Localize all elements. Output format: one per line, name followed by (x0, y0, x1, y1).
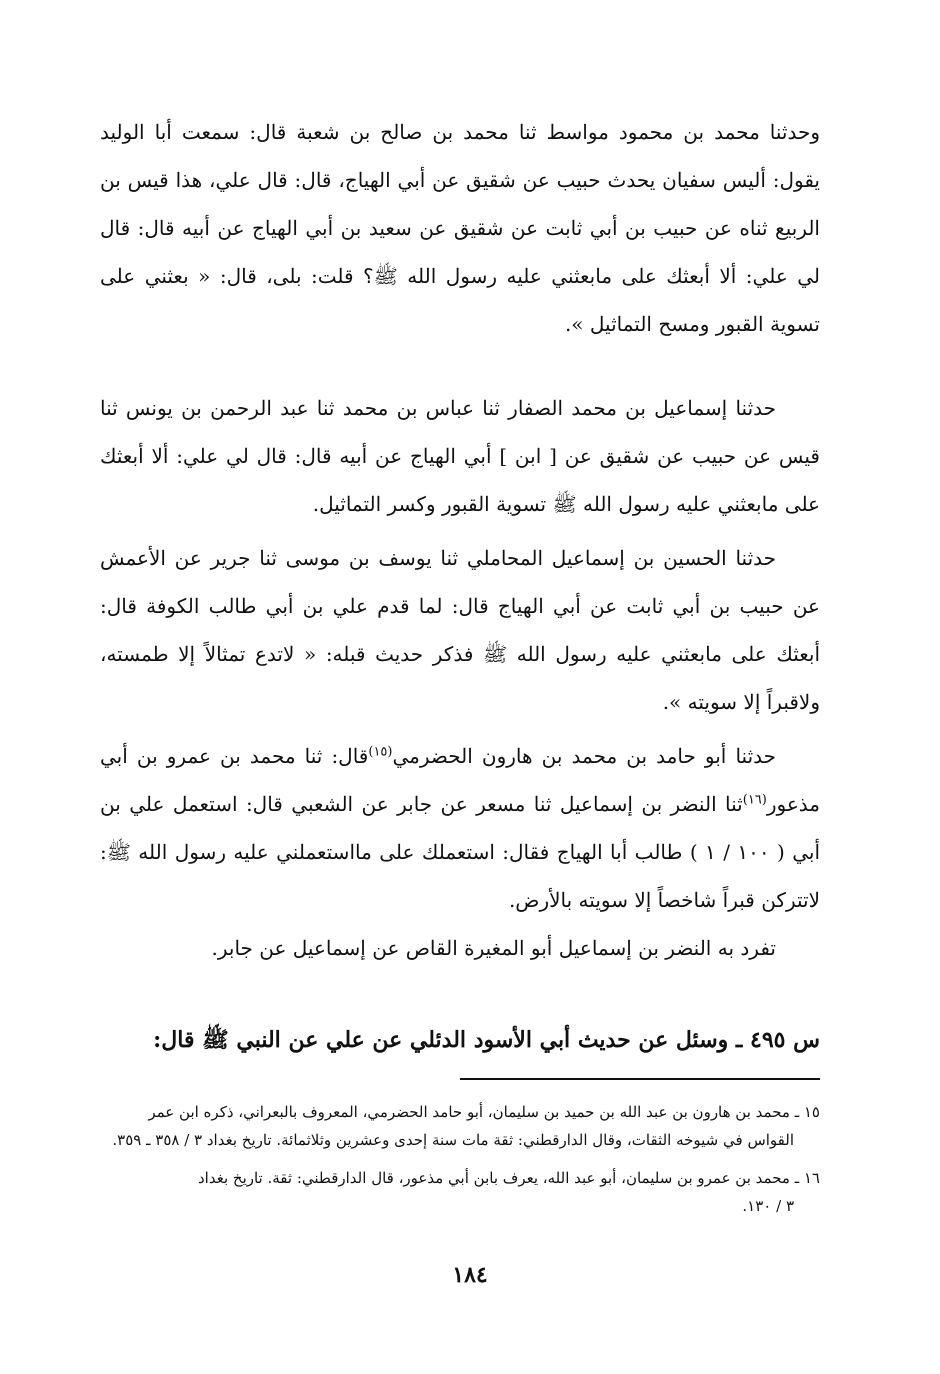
hadith-paragraph-4 (100, 732, 820, 924)
footnote-ref-15[interactable]: (١٥) (368, 744, 393, 760)
footnote-16-first-line: ١٦ ـ محمد بن عمرو بن سليمان، أبو عبد الله، يعرف بابن أبي مذعور، قال الدارقطني: ثقة. تاريخ بغداد (197, 1169, 820, 1187)
hadith-paragraph-2: حدثنا إسماعيل بن محمد الصفار ثنا عباس بن محمد ثنا عبد الرحمن بن يونس ثنا قيس عن حبيب عن شقيق عن [ ابن ] أبي الهياج عن أبيه قال: قال لي علي: ألا أبعثك على مابعثني عليه رسول الله ﷺ تسوية القبور وكسر التماثيل. (100, 396, 820, 516)
hadith-paragraph-1: وحدثنا محمد بن محمود مواسط ثنا محمد بن صالح بن شعبة قال: سمعت أبا الوليد يقول: أليس سفيان يحدث حبيب عن شقيق عن أبي الهياج، قال: قال علي، هذا قيس بن الربيع ثناه عن حبيب بن أبي ثابت عن شقيق عن سعيد بن أبي الهياج عن أبيه قال: قال لي علي: ألا أبعثك على مابعثني عليه رسول الله ﷺ؟ قلت: بلى، قال: « بعثني على تسوية القبور ومسح التماثيل ». (100, 120, 820, 336)
footnote-ref-16[interactable]: (١٦) (742, 792, 767, 808)
hadith-paragraph-5: تفرد به النضر بن إسماعيل أبو المغيرة القاص عن إسماعيل عن جابر. (211, 936, 776, 960)
footnote-16-continuation: ٣ / ١٣٠. (742, 1197, 794, 1215)
footnote-15-continuation: القواس في شيوخه الثقات، وقال الدارقطني: ثقة مات سنة إحدى وعشرين وثلاثمائة. تاريخ بغداد ٣ / ٣٥٨ ـ ٣٥٩. (112, 1131, 794, 1149)
footnote-separator (460, 1078, 820, 1080)
page-body (100, 108, 820, 1230)
hadith-paragraph-4-part-c: ثنا النضر بن إسماعيل ثنا مسعر عن جابر عن الشعبي قال: استعمل علي بن أبي ( ١٠٠ / ١ ) طالب أبا الهياج فقال: استعملك على مااستعملني عليه رسول الله ﷺ: لاتتركن قبراً شاخصاً إلا سويته بالأرض. (100, 792, 821, 912)
hadith-paragraph-4-part-a: حدثنا أبو حامد بن محمد بن هارون الحضرمي (392, 744, 776, 768)
page-number: ١٨٤ (452, 1262, 488, 1288)
question-heading: س ٤٩٥ ـ وسئل عن حديث أبي الأسود الدئلي عن علي عن النبي ﷺ قال: (153, 1027, 820, 1053)
hadith-paragraph-3: حدثنا الحسين بن إسماعيل المحاملي ثنا يوسف بن موسى ثنا جرير عن الأعمش عن حبيب بن أبي ثابت عن أبي الهياج قال: لما قدم علي بن أبي طالب الكوفة قال: أبعثك على مابعثني عليه رسول الله ﷺ فذكر حديث قبله: « لاتدع تمثالاً إلا طمسته، ولاقبراً إلا سويته ». (100, 546, 820, 714)
footnote-15-first-line: ١٥ ـ محمد بن هارون بن عبد الله بن حميد بن سليمان، أبو حامد الحضرمي، المعروف بالبعراني، ذكره ابن عمر (148, 1103, 820, 1121)
footnote-16 (100, 1164, 820, 1220)
hadith-paragraph-4-part-b: قال: ثنا محمد بن عمرو بن أبي مذعور (100, 744, 820, 816)
paragraph-spacer (100, 348, 820, 384)
footnote-15 (100, 1098, 820, 1154)
